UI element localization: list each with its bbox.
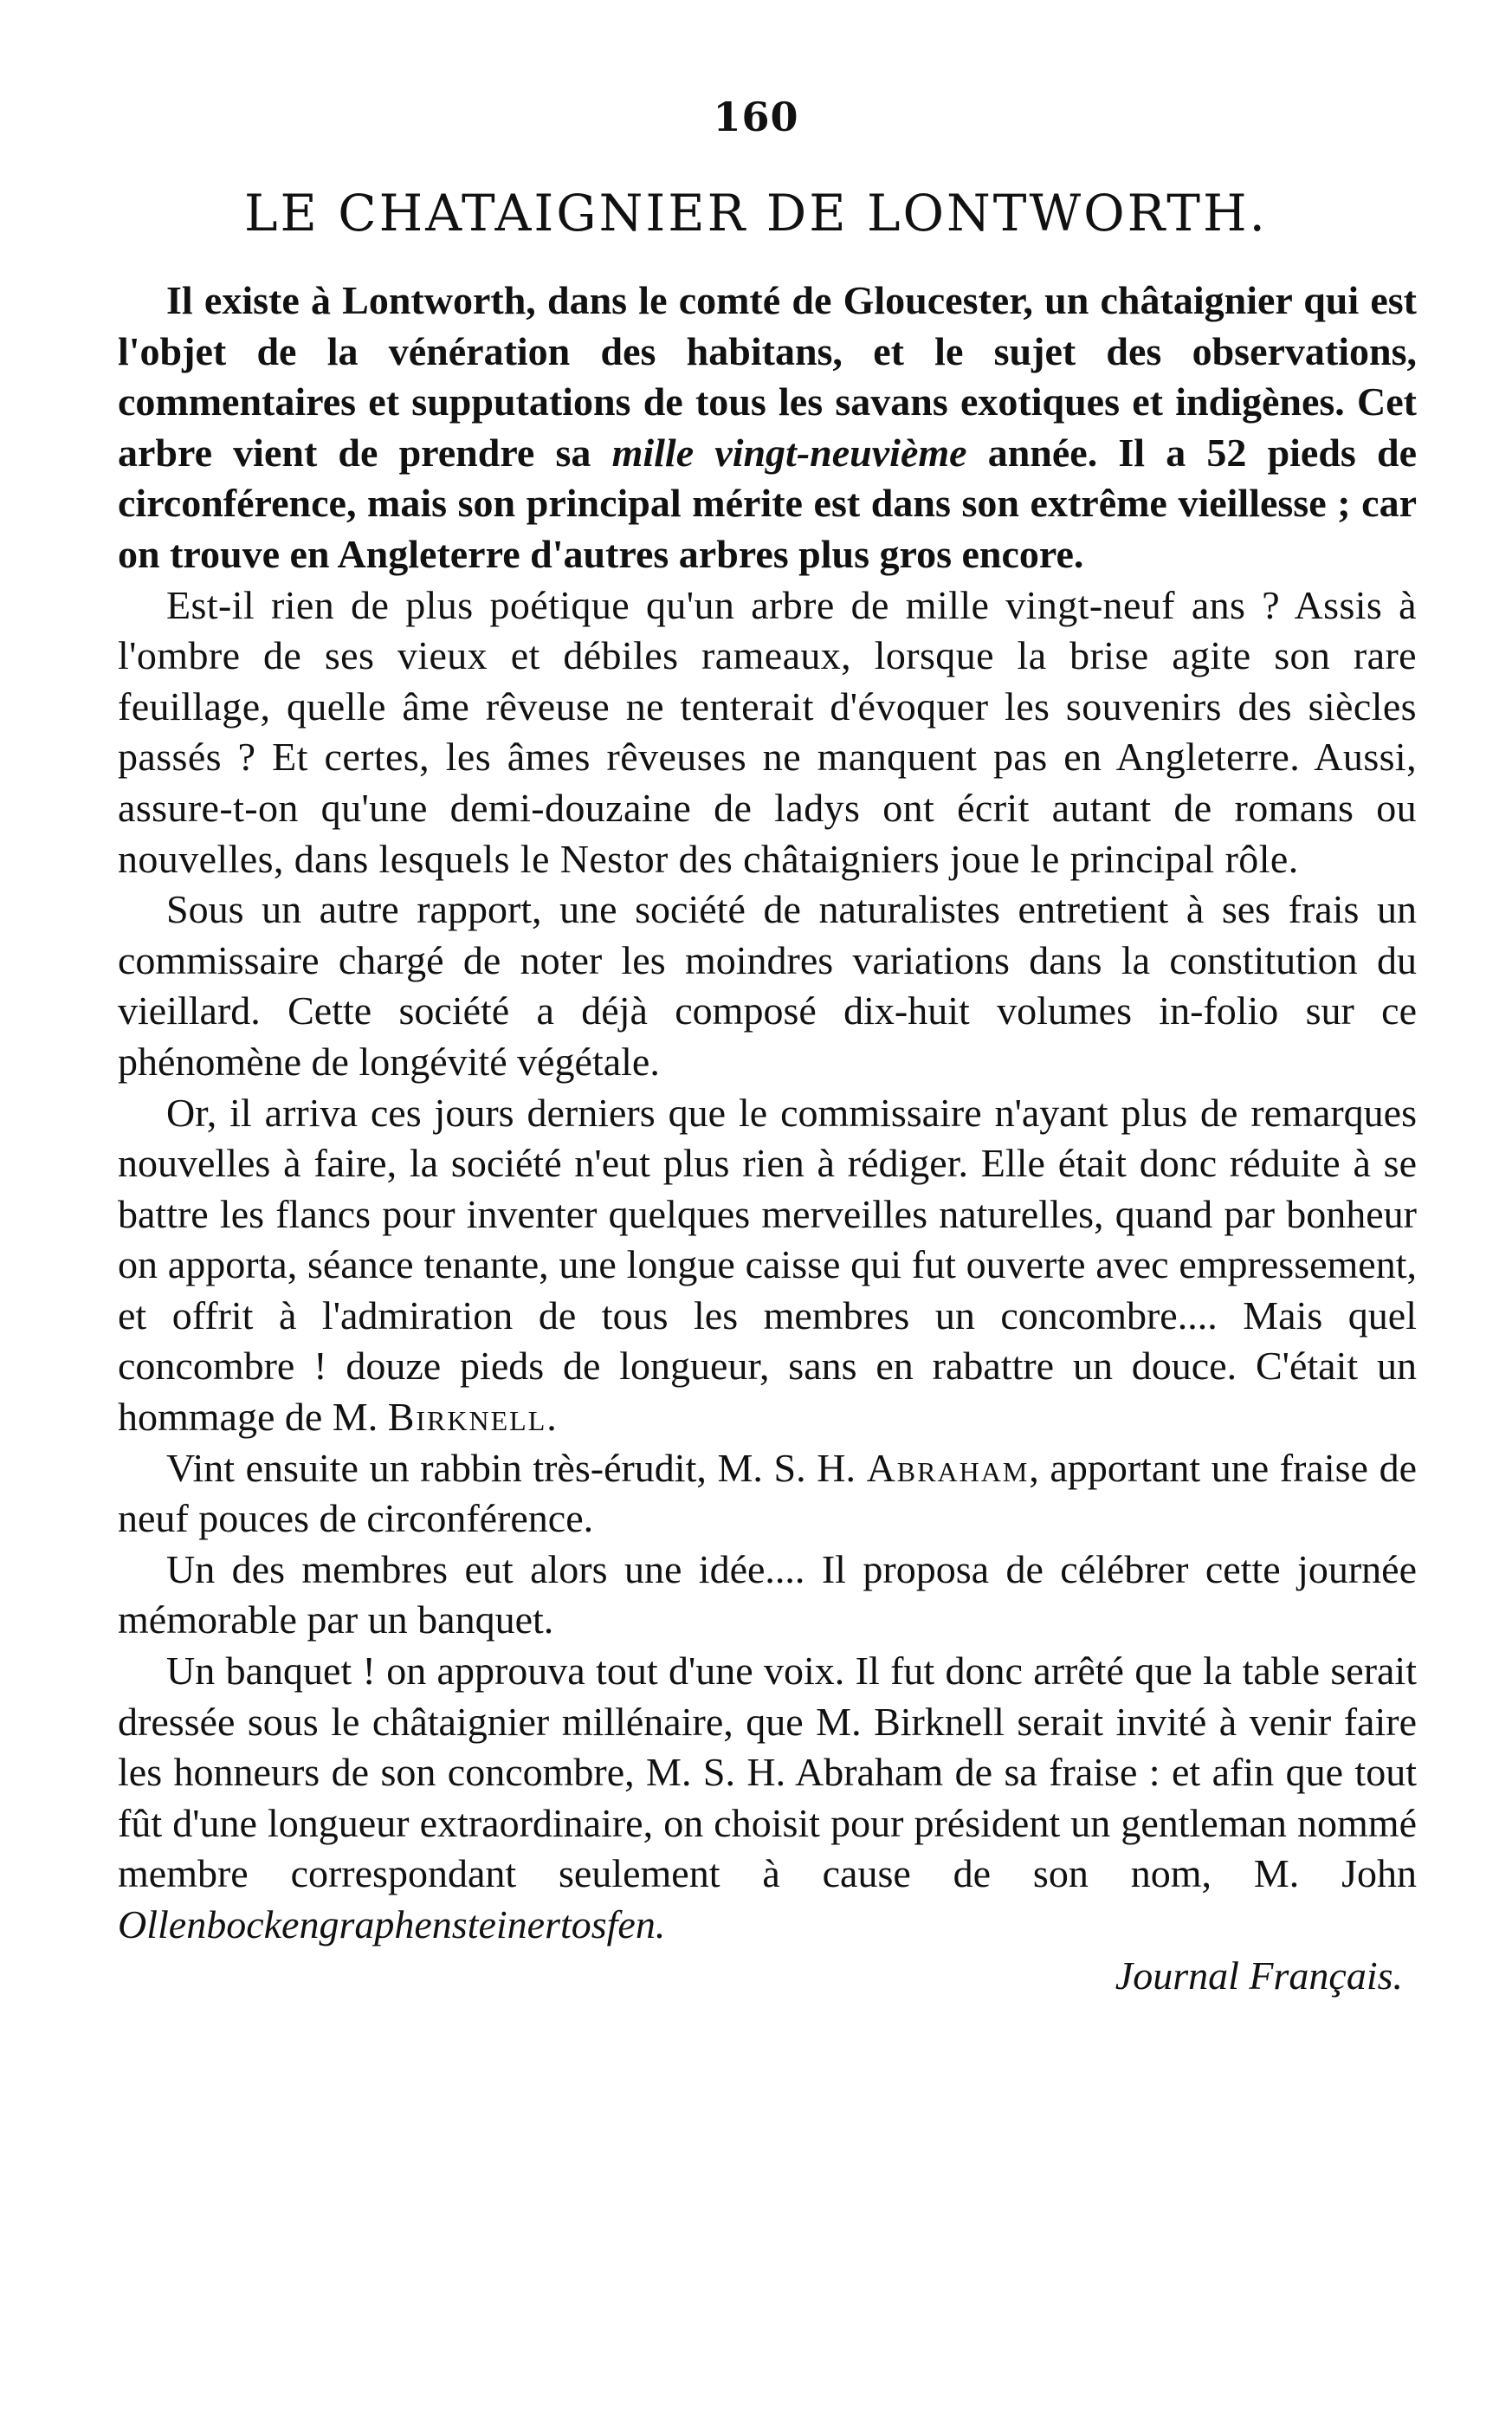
paragraph-4 — [118, 1088, 1417, 1443]
paragraph-3-text: Sous un autre rapport, une société de naturalistes entretient à ses frais un commissaire chargé de noter les moindres variations dans la constitution du vieillard. Cette société a déjà composé dix-huit volumes in-folio sur ce phénomène de longévité végétale. — [118, 887, 1417, 1084]
article-title: LE CHATAIGNIER DE LONTWORTH. — [243, 184, 1268, 243]
article-body — [118, 275, 1417, 2001]
paragraph-4-text: Or, il arriva ces jours derniers que le commissaire n'ayant plus de remarques nouvelles à faire, la société n'eut plus rien à rédiger. Elle était donc réduite à se battre les flancs pour inventer quelques merveilles naturelles, quand par bonheur on apporta, séance tenante, une longue caisse qui fut ouverte avec empressement, et offrit à l'admiration de tous les membres un concombre.... Mais quel concombre ! douze pieds de longueur, sans en rabattre un douce. C'était un hommage de M. — [118, 1090, 1417, 1440]
page-number: 160 — [713, 94, 799, 140]
paragraph-2 — [118, 580, 1417, 885]
paragraph-5-text-end: , apportant une fraise de neuf pouces de circonférence. — [118, 1445, 1417, 1541]
paragraph-1-italic: mille vingt-neuvième — [611, 430, 967, 475]
paragraph-1-text: Il existe à Lontworth, dans le comté de Gloucester, un châtaignier qui est l'objet de la vénération des habitans, et le sujet des observations, commentaires et supputations de tous les savans exotiques et indigènes. Cet arbre vient de prendre sa — [118, 278, 1417, 475]
paragraph-5-smallcaps: Abraham — [866, 1445, 1030, 1490]
paragraph-5-text: Vint ensuite un rabbin très-érudit, M. S. H. — [166, 1445, 867, 1490]
source-signature: Journal Français. — [1115, 1953, 1403, 1998]
paragraph-7 — [118, 1646, 1417, 1951]
paragraph-1-text-end: année. Il a 52 pieds de circonférence, mais son principal mérite est dans son extrême vieillesse ; car on trouve en Angleterre d'autres arbres plus gros encore. — [118, 430, 1417, 576]
paragraph-4-smallcaps: Birknell. — [387, 1395, 559, 1440]
paragraph-7-text: Un banquet ! on approuva tout d'une voix. Il fut donc arrêté que la table serait dressée sous le châtaignier millénaire, que M. Birknell serait invité à venir faire les honneurs de son concombre, M. S. H. Abraham de sa fraise : et afin que tout fût d'une longueur extraordinaire, on choisit pour président un gentleman nommé membre correspondant seulement à cause de son nom, M. John — [118, 1648, 1417, 1896]
paragraph-5 — [118, 1443, 1417, 1545]
paragraph-3 — [118, 884, 1417, 1087]
paragraph-7-italic: Ollenbockengraphensteinertosfen. — [118, 1902, 666, 1946]
paragraph-6-text: Un des membres eut alors une idée.... Il proposa de célébrer cette journée mémorable par un banquet. — [118, 1546, 1417, 1642]
paragraph-1 — [118, 275, 1417, 580]
paragraph-2-text: Est-il rien de plus poétique qu'un arbre de mille vingt-neuf ans ? Assis à l'ombre de ses vieux et débiles rameaux, lorsque la brise agite son rare feuillage, quelle âme rêveuse ne tenterait d'évoquer les souvenirs des siècles passés ? Et certes, les âmes rêveuses ne manquent pas en Angleterre. Aussi, assure-t-on qu'une demi-douzaine de ladys ont écrit autant de romans ou nouvelles, dans lesquels le Nestor des châtaigniers joue le principal rôle. — [118, 582, 1417, 881]
paragraph-6 — [118, 1545, 1417, 1646]
